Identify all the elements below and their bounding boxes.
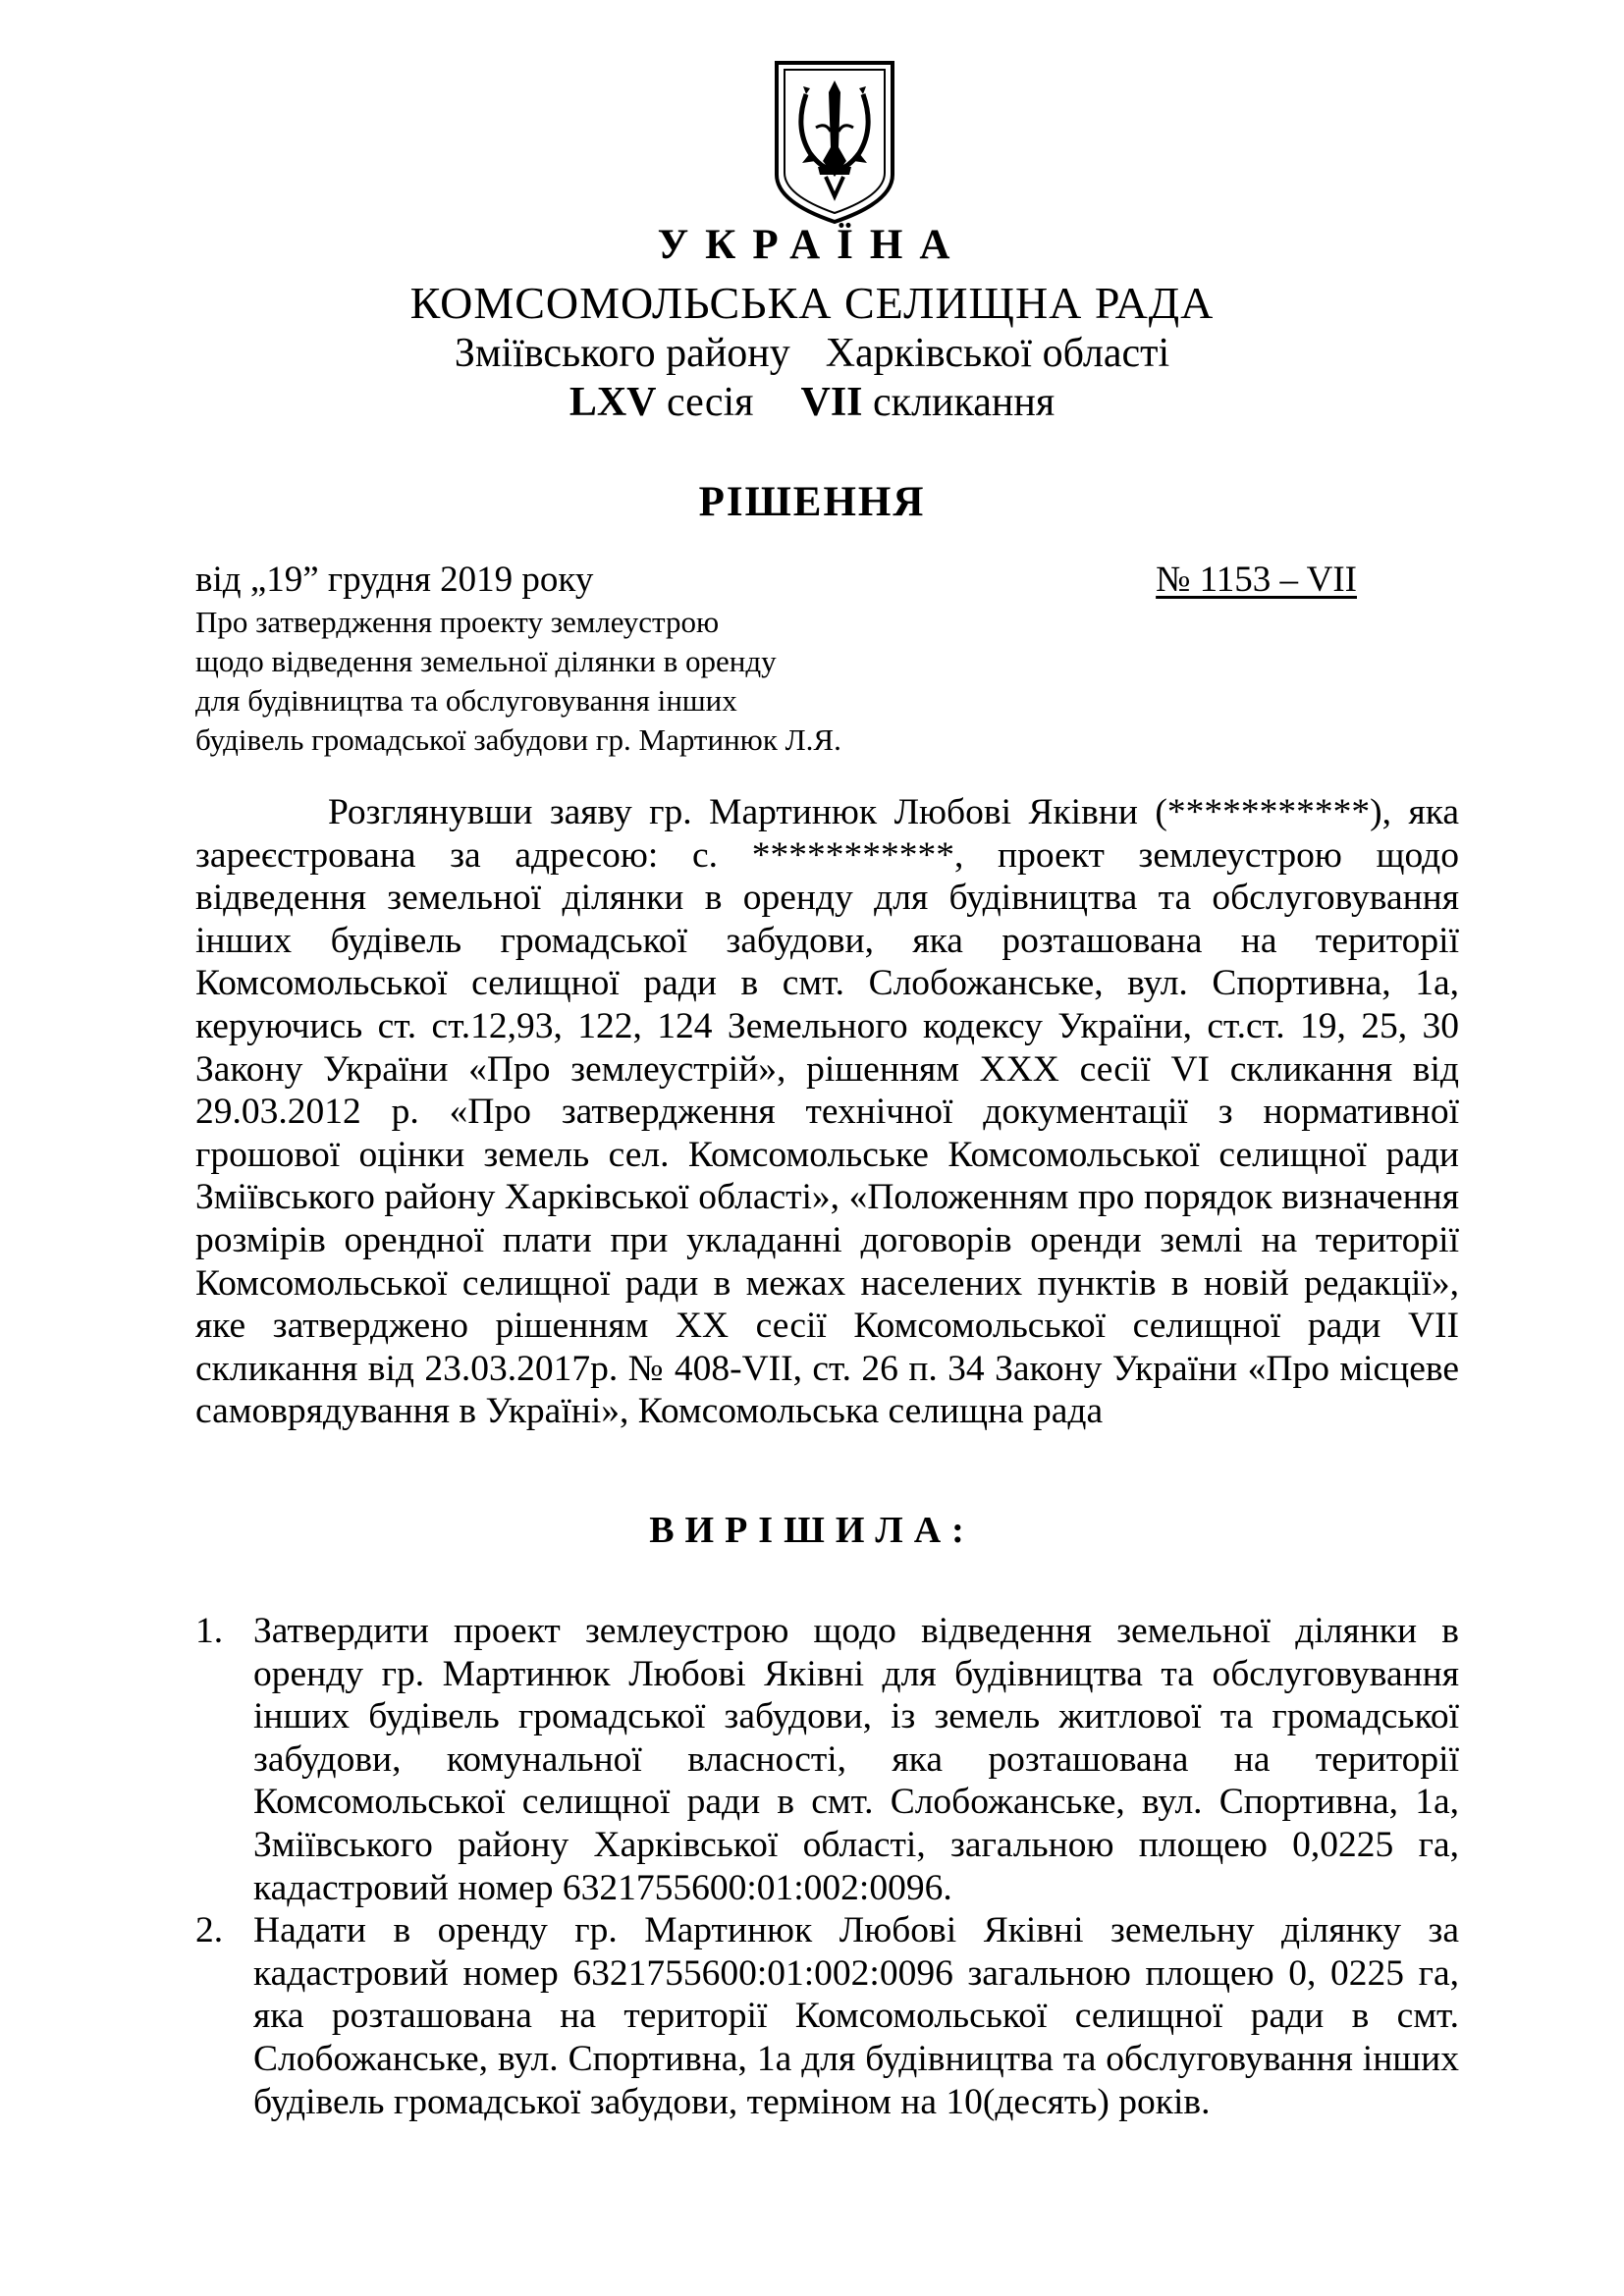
session-word: сесія <box>667 380 754 425</box>
oblast-name: Харківської області <box>825 331 1170 376</box>
council-name: КОМСОМОЛЬСЬКА СЕЛИЩНА РАДА <box>409 278 1215 328</box>
item-number: 2. <box>195 1910 224 1951</box>
decision-item <box>195 1909 1459 2123</box>
subject-line: для будівництва та обслуговування інших <box>195 683 737 718</box>
decision-item <box>195 1610 1459 1909</box>
subject-line: Про затвердження проекту землеустрою <box>195 605 720 639</box>
document-title: РІШЕННЯ <box>698 479 926 525</box>
decision-items <box>195 1610 1459 2123</box>
country-title: УКРАЇНА <box>657 222 967 268</box>
session-line <box>0 375 1624 430</box>
item-text: Затвердити проект землеустрою щодо відведення земельної ділянки в оренду гр. Мартинюк Любові Яківні для будівництва та обслуговування інших будівель громадської забудови, із земель житлової та громадської забудови, комунальної власності, яка розташована на території Комсомольської селищної ради в смт. Слобожанське, вул. Спортивна, 1а, Зміївського району Харківської області, загальною площею 0,0225 га, кадастровий номер 6321755600:01:002:0096. <box>253 1611 1459 1908</box>
preamble-paragraph: Розглянувши заяву гр. Мартинюк Любові Яківни (***********), яка зареєстрована за адресою: с. ***********, проект землеустрою щодо відведення земельної ділянки в оренду для будівництва та обслуговування інших будівель громадської забудови, яка розташована на території Комсомольської селищної ради в смт. Слобожанське, вул. Спортивна, 1а, керуючись ст. ст.12,93, 122, 124 Земельного кодексу України, ст.ст. 19, 25, 30 Закону України «Про землеустрій», рішенням XXX сесії VI скликання від 29.03.2012 р. «Про затвердження технічної документації з нормативної грошової оцінки земель сел. Комсомольське Комсомольської селищної ради Зміївського району Харківської області», «Положенням про порядок визначення розмірів орендної плати при укладанні договорів оренди землі на території Комсомольської селищної ради в межах населених пунктів в новій редакції», яке затверджено рішенням XX сесії Комсомольської селищної ради VII скликання від 23.03.2017р. № 408-VII, ст. 26 п. 34 Закону України «Про місцеве самоврядування в Україні», Комсомольська селищна рада <box>195 792 1459 1432</box>
item-number: 1. <box>195 1611 224 1651</box>
resolved-heading: ВИРІШИЛА: <box>649 1510 975 1551</box>
subject-line: будівель громадської забудови гр. Мартинюк Л.Я. <box>195 722 841 757</box>
convocation-number: VII <box>800 380 863 425</box>
subject-line: щодо відведення земельної ділянки в оренду <box>195 644 777 678</box>
convocation-word: скликання <box>873 380 1056 425</box>
decision-date: від „19” грудня 2019 року <box>195 560 594 600</box>
region-line <box>0 326 1624 381</box>
item-text: Надати в оренду гр. Мартинюк Любові Яківні земельну ділянку за кадастровий номер 6321755600:01:002:0096 загальною площею 0, 0225 га, яка розташована на території Комсомольської селищної ради в смт. Слобожанське, вул. Спортивна, 1а для будівництва та обслуговування інших будівель громадської забудови, терміном на 10(десять) років. <box>253 1910 1459 2122</box>
decision-subject <box>195 603 841 760</box>
coat-of-arms-emblem <box>771 59 898 226</box>
decision-number: № 1153 – VII <box>1156 560 1357 600</box>
session-number: LXV <box>568 380 657 425</box>
district-name: Зміївського району <box>454 331 790 376</box>
